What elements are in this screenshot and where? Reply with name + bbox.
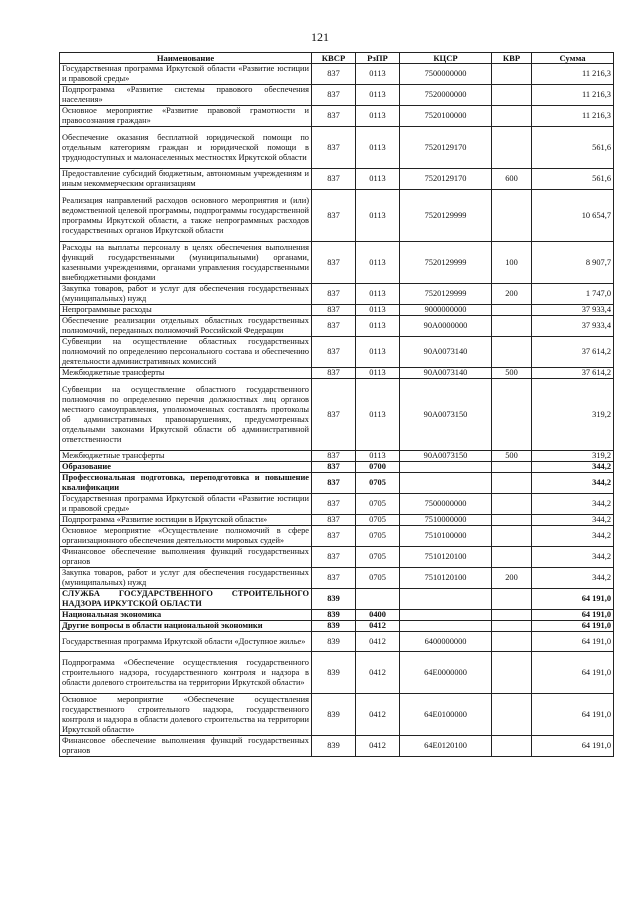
row-sum: 344,2 bbox=[532, 473, 614, 494]
row-rzpr: 0412 bbox=[356, 694, 400, 736]
row-sum: 344,2 bbox=[532, 515, 614, 526]
row-sum: 344,2 bbox=[532, 462, 614, 473]
row-kvsr: 837 bbox=[312, 547, 356, 568]
row-kvr bbox=[492, 736, 532, 757]
row-kcsr: 7520129999 bbox=[400, 284, 492, 305]
row-sum: 8 907,7 bbox=[532, 242, 614, 284]
row-kvr bbox=[492, 610, 532, 621]
row-sum: 64 191,0 bbox=[532, 694, 614, 736]
row-sum: 344,2 bbox=[532, 526, 614, 547]
table-row bbox=[60, 106, 614, 127]
row-kvsr: 837 bbox=[312, 379, 356, 451]
row-rzpr: 0705 bbox=[356, 494, 400, 515]
table-row bbox=[60, 694, 614, 736]
row-name: Другие вопросы в области национальной экономики bbox=[60, 621, 312, 632]
row-sum: 561,6 bbox=[532, 169, 614, 190]
row-kvr bbox=[492, 127, 532, 169]
table-row bbox=[60, 337, 614, 368]
row-kcsr bbox=[400, 462, 492, 473]
row-kvr bbox=[492, 526, 532, 547]
row-kvsr: 837 bbox=[312, 127, 356, 169]
table-row bbox=[60, 85, 614, 106]
table-header-row bbox=[60, 53, 614, 64]
row-kvsr: 839 bbox=[312, 736, 356, 757]
row-kvsr: 837 bbox=[312, 64, 356, 85]
row-kcsr: 9000000000 bbox=[400, 305, 492, 316]
row-kcsr: 64Е0120100 bbox=[400, 736, 492, 757]
row-kvsr: 839 bbox=[312, 632, 356, 652]
row-rzpr: 0412 bbox=[356, 632, 400, 652]
row-kvr bbox=[492, 589, 532, 610]
row-sum: 319,2 bbox=[532, 379, 614, 451]
row-name: Субвенции на осуществление областного государственного полномочия по определению перечня должностных лиц органов местного самоуправления, уполномоченных составлять протоколы об административных правонарушениях, предусмотренных отдельными законами Иркутской области об административной ответственности bbox=[60, 379, 312, 451]
row-kvsr: 837 bbox=[312, 106, 356, 127]
table-row bbox=[60, 526, 614, 547]
row-kvsr: 839 bbox=[312, 694, 356, 736]
row-sum: 37 614,2 bbox=[532, 337, 614, 368]
row-kvsr: 837 bbox=[312, 337, 356, 368]
row-name: Финансовое обеспечение выполнения функций государственных органов bbox=[60, 547, 312, 568]
row-kvr bbox=[492, 494, 532, 515]
row-kvr bbox=[492, 473, 532, 494]
row-name: Реализация направлений расходов основного мероприятия и (или) ведомственной целевой программы, подпрограммы государственной программы Иркутской области, а также непрограммных расходов государственных органов Иркутской области bbox=[60, 190, 312, 242]
row-sum: 10 654,7 bbox=[532, 190, 614, 242]
row-sum: 1 747,0 bbox=[532, 284, 614, 305]
row-rzpr: 0113 bbox=[356, 190, 400, 242]
row-kvsr: 837 bbox=[312, 494, 356, 515]
row-kvr bbox=[492, 316, 532, 337]
row-kcsr: 7510120100 bbox=[400, 547, 492, 568]
row-kvr: 500 bbox=[492, 368, 532, 379]
row-name: Основное мероприятие «Обеспечение осуществления государственного строительного надзора, государственного контроля и надзора в области долевого строительства на территории Иркутской области» bbox=[60, 694, 312, 736]
row-kcsr bbox=[400, 473, 492, 494]
row-name: Межбюджетные трансферты bbox=[60, 451, 312, 462]
row-kcsr: 90А0073140 bbox=[400, 337, 492, 368]
row-kvsr: 837 bbox=[312, 316, 356, 337]
row-kcsr: 90А0073150 bbox=[400, 379, 492, 451]
row-kvr bbox=[492, 190, 532, 242]
row-kcsr: 7510120100 bbox=[400, 568, 492, 589]
row-sum: 344,2 bbox=[532, 494, 614, 515]
row-rzpr: 0113 bbox=[356, 305, 400, 316]
row-kcsr: 7520129999 bbox=[400, 242, 492, 284]
row-sum: 37 933,4 bbox=[532, 316, 614, 337]
row-rzpr: 0113 bbox=[356, 64, 400, 85]
row-kvsr: 837 bbox=[312, 284, 356, 305]
row-sum: 11 216,3 bbox=[532, 64, 614, 85]
row-sum: 319,2 bbox=[532, 451, 614, 462]
table-row bbox=[60, 652, 614, 694]
header-rzpr: РзПР bbox=[356, 53, 400, 64]
row-name: Предоставление субсидий бюджетным, автономным учреждениям и иным некоммерческим организациям bbox=[60, 169, 312, 190]
row-rzpr: 0705 bbox=[356, 526, 400, 547]
row-kcsr: 64Е0000000 bbox=[400, 652, 492, 694]
row-kcsr: 7510000000 bbox=[400, 515, 492, 526]
row-sum: 64 191,0 bbox=[532, 610, 614, 621]
table-row bbox=[60, 621, 614, 632]
row-rzpr: 0113 bbox=[356, 169, 400, 190]
row-sum: 37 933,4 bbox=[532, 305, 614, 316]
row-kcsr: 7520100000 bbox=[400, 106, 492, 127]
row-kvr bbox=[492, 621, 532, 632]
row-kvsr: 837 bbox=[312, 169, 356, 190]
row-name: Субвенции на осуществление областных государственных полномочий по определению персонального состава и обеспечению деятельности административных комиссий bbox=[60, 337, 312, 368]
row-kcsr bbox=[400, 610, 492, 621]
table-row bbox=[60, 242, 614, 284]
table-row bbox=[60, 462, 614, 473]
table-row bbox=[60, 589, 614, 610]
table-row bbox=[60, 305, 614, 316]
row-kvr bbox=[492, 694, 532, 736]
row-kvsr: 837 bbox=[312, 190, 356, 242]
row-name: Подпрограмма «Развитие юстиции в Иркутской области» bbox=[60, 515, 312, 526]
row-kvr bbox=[492, 652, 532, 694]
row-sum: 64 191,0 bbox=[532, 589, 614, 610]
row-name: Основное мероприятие «Осуществление полномочий в сфере организационного обеспечения деятельности мировых судей» bbox=[60, 526, 312, 547]
row-kvsr: 839 bbox=[312, 652, 356, 694]
row-rzpr: 0700 bbox=[356, 462, 400, 473]
row-kvsr: 839 bbox=[312, 610, 356, 621]
row-rzpr: 0400 bbox=[356, 610, 400, 621]
header-name: Наименование bbox=[60, 53, 312, 64]
row-name: Государственная программа Иркутской области «Доступное жилье» bbox=[60, 632, 312, 652]
row-rzpr: 0113 bbox=[356, 242, 400, 284]
table-row bbox=[60, 473, 614, 494]
page-number: 121 bbox=[311, 30, 329, 44]
table-row bbox=[60, 610, 614, 621]
row-kcsr: 7510100000 bbox=[400, 526, 492, 547]
row-rzpr: 0705 bbox=[356, 473, 400, 494]
table-row bbox=[60, 568, 614, 589]
table-row bbox=[60, 127, 614, 169]
row-name: Государственная программа Иркутской области «Развитие юстиции и правовой среды» bbox=[60, 494, 312, 515]
row-name: Расходы на выплаты персоналу в целях обеспечения выполнения функций государственными (муниципальными) органами, казенными учреждениями, органами управления государственными внебюджетными фондами bbox=[60, 242, 312, 284]
row-name: Закупка товаров, работ и услуг для обеспечения государственных (муниципальных) нужд bbox=[60, 284, 312, 305]
row-rzpr: 0113 bbox=[356, 85, 400, 106]
row-kvr: 500 bbox=[492, 451, 532, 462]
row-name: Подпрограмма «Обеспечение осуществления государственного строительного надзора, государственного контроля и надзора в области долевого строительства на территории Иркутской области» bbox=[60, 652, 312, 694]
row-kcsr: 6400000000 bbox=[400, 632, 492, 652]
row-sum: 11 216,3 bbox=[532, 106, 614, 127]
row-rzpr: 0705 bbox=[356, 515, 400, 526]
table-row bbox=[60, 368, 614, 379]
row-sum: 344,2 bbox=[532, 568, 614, 589]
header-kvsr: КВСР bbox=[312, 53, 356, 64]
row-sum: 37 614,2 bbox=[532, 368, 614, 379]
row-kvsr: 837 bbox=[312, 242, 356, 284]
row-sum: 11 216,3 bbox=[532, 85, 614, 106]
row-sum: 561,6 bbox=[532, 127, 614, 169]
row-kcsr: 64Е0100000 bbox=[400, 694, 492, 736]
row-kcsr bbox=[400, 589, 492, 610]
row-sum: 64 191,0 bbox=[532, 632, 614, 652]
row-kvr bbox=[492, 85, 532, 106]
row-rzpr bbox=[356, 589, 400, 610]
row-rzpr: 0412 bbox=[356, 736, 400, 757]
row-rzpr: 0705 bbox=[356, 568, 400, 589]
row-name: СЛУЖБА ГОСУДАРСТВЕННОГО СТРОИТЕЛЬНОГО НАДЗОРА ИРКУТСКОЙ ОБЛАСТИ bbox=[60, 589, 312, 610]
table-row bbox=[60, 515, 614, 526]
row-kvr bbox=[492, 337, 532, 368]
row-kvr bbox=[492, 305, 532, 316]
row-kcsr: 90А0000000 bbox=[400, 316, 492, 337]
row-sum: 344,2 bbox=[532, 547, 614, 568]
row-kcsr: 90А0073150 bbox=[400, 451, 492, 462]
budget-table bbox=[59, 52, 614, 757]
row-kvr: 200 bbox=[492, 284, 532, 305]
row-rzpr: 0113 bbox=[356, 316, 400, 337]
row-rzpr: 0412 bbox=[356, 652, 400, 694]
row-kcsr: 7500000000 bbox=[400, 64, 492, 85]
table-row bbox=[60, 169, 614, 190]
row-kvsr: 837 bbox=[312, 473, 356, 494]
table-row bbox=[60, 736, 614, 757]
row-rzpr: 0113 bbox=[356, 127, 400, 169]
table-row bbox=[60, 284, 614, 305]
header-kvr: КВР bbox=[492, 53, 532, 64]
row-name: Закупка товаров, работ и услуг для обеспечения государственных (муниципальных) нужд bbox=[60, 568, 312, 589]
row-kvsr: 837 bbox=[312, 568, 356, 589]
row-kvr bbox=[492, 632, 532, 652]
row-kcsr: 7520129170 bbox=[400, 169, 492, 190]
row-name: Финансовое обеспечение выполнения функций государственных органов bbox=[60, 736, 312, 757]
row-name: Профессиональная подготовка, переподготовка и повышение квалификации bbox=[60, 473, 312, 494]
row-name: Подпрограмма «Развитие системы правового обеспечения населения» bbox=[60, 85, 312, 106]
table-row bbox=[60, 547, 614, 568]
row-kvr bbox=[492, 379, 532, 451]
row-kvr: 100 bbox=[492, 242, 532, 284]
row-rzpr: 0113 bbox=[356, 451, 400, 462]
row-kvr bbox=[492, 462, 532, 473]
row-kcsr: 7500000000 bbox=[400, 494, 492, 515]
row-kvsr: 837 bbox=[312, 515, 356, 526]
row-kvsr: 837 bbox=[312, 462, 356, 473]
table-row bbox=[60, 379, 614, 451]
table-row bbox=[60, 451, 614, 462]
row-rzpr: 0412 bbox=[356, 621, 400, 632]
row-kcsr: 7520000000 bbox=[400, 85, 492, 106]
row-kvr bbox=[492, 547, 532, 568]
row-kvsr: 837 bbox=[312, 451, 356, 462]
row-kvr bbox=[492, 64, 532, 85]
row-kvsr: 837 bbox=[312, 85, 356, 106]
row-kvsr: 839 bbox=[312, 589, 356, 610]
row-kvr: 200 bbox=[492, 568, 532, 589]
table-row bbox=[60, 64, 614, 85]
table-body bbox=[60, 64, 614, 757]
header-sum: Сумма bbox=[532, 53, 614, 64]
table-row bbox=[60, 494, 614, 515]
header-kcsr: КЦСР bbox=[400, 53, 492, 64]
row-kvr bbox=[492, 106, 532, 127]
row-kcsr: 90А0073140 bbox=[400, 368, 492, 379]
row-kvr: 600 bbox=[492, 169, 532, 190]
row-kvr bbox=[492, 515, 532, 526]
row-kcsr: 7520129170 bbox=[400, 127, 492, 169]
row-sum: 64 191,0 bbox=[532, 621, 614, 632]
row-kvsr: 837 bbox=[312, 305, 356, 316]
row-kvsr: 837 bbox=[312, 526, 356, 547]
row-name: Обеспечение оказания бесплатной юридической помощи по отдельным категориям граждан и юридической помощи в труднодоступных и малонаселенных местностях Иркутской области bbox=[60, 127, 312, 169]
row-kvsr: 837 bbox=[312, 368, 356, 379]
row-rzpr: 0705 bbox=[356, 547, 400, 568]
table-row bbox=[60, 632, 614, 652]
table-row bbox=[60, 316, 614, 337]
row-rzpr: 0113 bbox=[356, 368, 400, 379]
row-rzpr: 0113 bbox=[356, 337, 400, 368]
row-name: Непрограммные расходы bbox=[60, 305, 312, 316]
row-name: Основное мероприятие «Развитие правовой грамотности и правосознания граждан» bbox=[60, 106, 312, 127]
row-sum: 64 191,0 bbox=[532, 652, 614, 694]
row-name: Образование bbox=[60, 462, 312, 473]
row-rzpr: 0113 bbox=[356, 379, 400, 451]
row-kvsr: 839 bbox=[312, 621, 356, 632]
row-kcsr bbox=[400, 621, 492, 632]
row-name: Государственная программа Иркутской области «Развитие юстиции и правовой среды» bbox=[60, 64, 312, 85]
table-row bbox=[60, 190, 614, 242]
row-rzpr: 0113 bbox=[356, 284, 400, 305]
row-kcsr: 7520129999 bbox=[400, 190, 492, 242]
row-name: Национальная экономика bbox=[60, 610, 312, 621]
row-name: Межбюджетные трансферты bbox=[60, 368, 312, 379]
row-sum: 64 191,0 bbox=[532, 736, 614, 757]
row-rzpr: 0113 bbox=[356, 106, 400, 127]
row-name: Обеспечение реализации отдельных областных государственных полномочий, переданных полномочий Российской Федерации bbox=[60, 316, 312, 337]
